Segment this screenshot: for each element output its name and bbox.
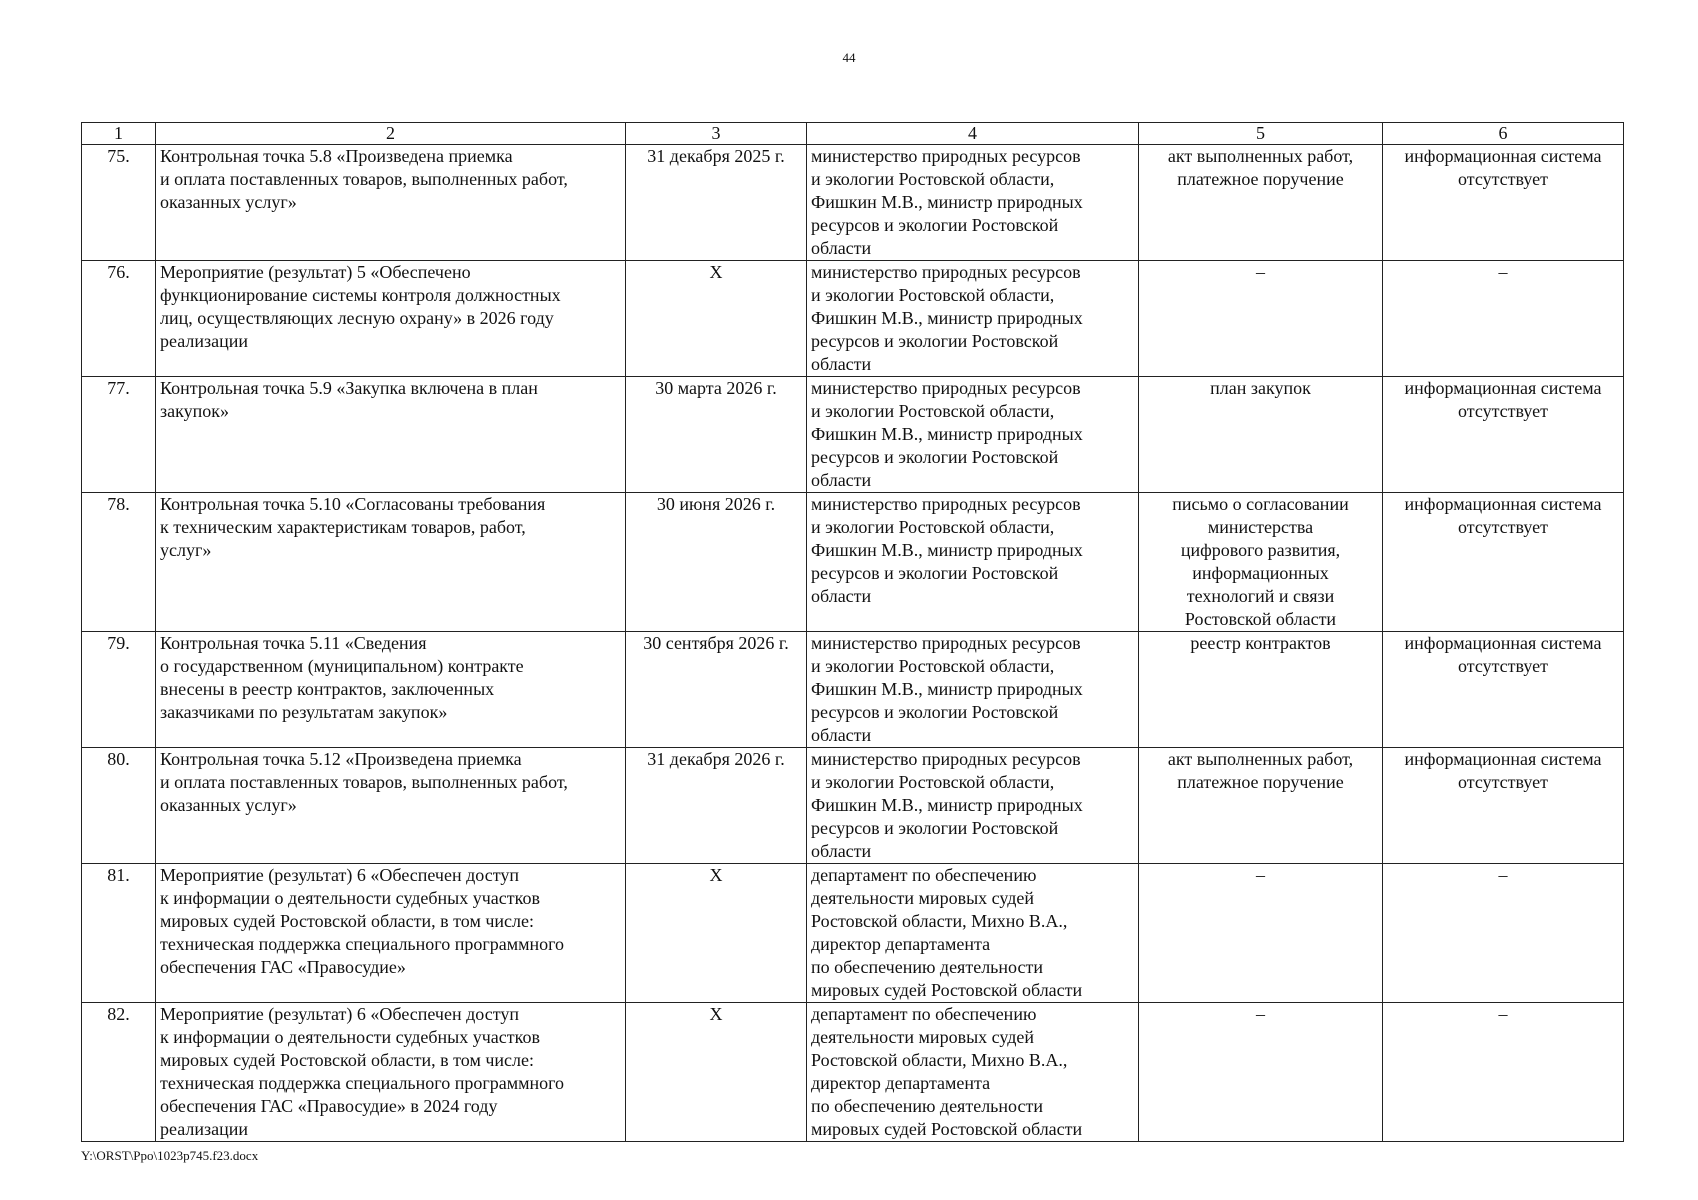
table-row — [82, 864, 1624, 1003]
row-name: Контрольная точка 5.8 «Произведена приемка и оплата поставленных товаров, выполненных работ, оказанных услуг» — [156, 145, 626, 261]
row-system: информационная система отсутствует — [1383, 632, 1624, 748]
row-responsible: министерство природных ресурсов и экологии Ростовской области, Фишкин М.В., министр природных ресурсов и экологии Ростовской области — [807, 377, 1139, 493]
table-row — [82, 377, 1624, 493]
row-document: реестр контрактов — [1139, 632, 1383, 748]
row-document: акт выполненных работ, платежное поручение — [1139, 145, 1383, 261]
row-document: план закупок — [1139, 377, 1383, 493]
row-system: информационная система отсутствует — [1383, 748, 1624, 864]
table-row — [82, 493, 1624, 632]
header-col-3: 3 — [626, 123, 807, 145]
row-number: 81. — [82, 864, 156, 1003]
row-number: 75. — [82, 145, 156, 261]
row-name: Контрольная точка 5.9 «Закупка включена в план закупок» — [156, 377, 626, 493]
row-name: Мероприятие (результат) 6 «Обеспечен доступ к информации о деятельности судебных участков мировых судей Ростовской области, в том числе: техническая поддержка специального программного обеспечения ГАС «Правосудие» — [156, 864, 626, 1003]
row-name: Контрольная точка 5.10 «Согласованы требования к техническим характеристикам товаров, работ, услуг» — [156, 493, 626, 632]
row-date: X — [626, 864, 807, 1003]
row-date: 31 декабря 2025 г. — [626, 145, 807, 261]
row-number: 82. — [82, 1003, 156, 1142]
table-row — [82, 632, 1624, 748]
row-date: X — [626, 261, 807, 377]
row-document: акт выполненных работ, платежное поручение — [1139, 748, 1383, 864]
row-responsible: министерство природных ресурсов и экологии Ростовской области, Фишкин М.В., министр природных ресурсов и экологии Ростовской области — [807, 748, 1139, 864]
row-name: Контрольная точка 5.12 «Произведена приемка и оплата поставленных товаров, выполненных работ, оказанных услуг» — [156, 748, 626, 864]
page-number: 44 — [842, 50, 856, 65]
row-date: 30 сентября 2026 г. — [626, 632, 807, 748]
row-number: 79. — [82, 632, 156, 748]
row-responsible: департамент по обеспечению деятельности мировых судей Ростовской области, Михно В.А., директор департамента по обеспечению деятельности мировых судей Ростовской области — [807, 1003, 1139, 1142]
header-col-5: 5 — [1139, 123, 1383, 145]
row-system: – — [1383, 261, 1624, 377]
row-number: 78. — [82, 493, 156, 632]
table-row — [82, 1003, 1624, 1142]
row-name: Контрольная точка 5.11 «Сведения о государственном (муниципальном) контракте внесены в реестр контрактов, заключенных заказчиками по результатам закупок» — [156, 632, 626, 748]
table-header-row — [82, 123, 1624, 145]
control-points-table — [81, 122, 1624, 1142]
row-document: письмо о согласовании министерства цифрового развития, информационных технологий и связи Ростовской области — [1139, 493, 1383, 632]
footer-file-path: Y:\ORST\Ppo\1023p745.f23.docx — [81, 1148, 259, 1163]
row-system: информационная система отсутствует — [1383, 377, 1624, 493]
row-responsible: министерство природных ресурсов и экологии Ростовской области, Фишкин М.В., министр природных ресурсов и экологии Ростовской области — [807, 632, 1139, 748]
row-name: Мероприятие (результат) 5 «Обеспечено функционирование системы контроля должностных лиц, осуществляющих лесную охрану» в 2026 году реализации — [156, 261, 626, 377]
row-number: 77. — [82, 377, 156, 493]
row-system: – — [1383, 864, 1624, 1003]
header-col-1: 1 — [82, 123, 156, 145]
row-date: 31 декабря 2026 г. — [626, 748, 807, 864]
row-document: – — [1139, 261, 1383, 377]
row-date: 30 июня 2026 г. — [626, 493, 807, 632]
row-name: Мероприятие (результат) 6 «Обеспечен доступ к информации о деятельности судебных участков мировых судей Ростовской области, в том числе: техническая поддержка специального программного обеспечения ГАС «Правосудие» в 2024 году реализации — [156, 1003, 626, 1142]
row-system: – — [1383, 1003, 1624, 1142]
header-col-4: 4 — [807, 123, 1139, 145]
row-number: 76. — [82, 261, 156, 377]
row-responsible: департамент по обеспечению деятельности мировых судей Ростовской области, Михно В.А., директор департамента по обеспечению деятельности мировых судей Ростовской области — [807, 864, 1139, 1003]
row-responsible: министерство природных ресурсов и экологии Ростовской области, Фишкин М.В., министр природных ресурсов и экологии Ростовской области — [807, 261, 1139, 377]
row-responsible: министерство природных ресурсов и экологии Ростовской области, Фишкин М.В., министр природных ресурсов и экологии Ростовской области — [807, 145, 1139, 261]
row-system: информационная система отсутствует — [1383, 493, 1624, 632]
row-responsible: министерство природных ресурсов и экологии Ростовской области, Фишкин М.В., министр природных ресурсов и экологии Ростовской области — [807, 493, 1139, 632]
table-row — [82, 748, 1624, 864]
table-row — [82, 261, 1624, 377]
row-date: X — [626, 1003, 807, 1142]
header-col-2: 2 — [156, 123, 626, 145]
row-system: информационная система отсутствует — [1383, 145, 1624, 261]
row-date: 30 марта 2026 г. — [626, 377, 807, 493]
row-number: 80. — [82, 748, 156, 864]
row-document: – — [1139, 1003, 1383, 1142]
table-row — [82, 145, 1624, 261]
header-col-6: 6 — [1383, 123, 1624, 145]
row-document: – — [1139, 864, 1383, 1003]
